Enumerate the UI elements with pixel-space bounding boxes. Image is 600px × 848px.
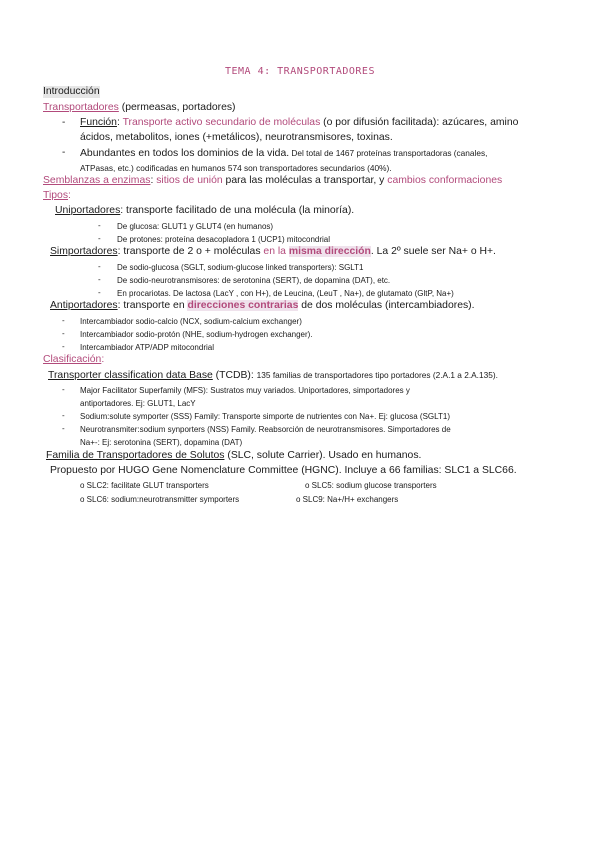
list-item: Sodium:solute symporter (SSS) Family: Transporte simporte de nutrientes con Na+. Ej: glucosa (SGLT1) bbox=[80, 412, 450, 421]
term-clasificacion: Clasificación bbox=[43, 354, 102, 365]
bullet-dash: - bbox=[62, 411, 65, 420]
bullet-dash: - bbox=[62, 117, 66, 128]
uniportadores-rest: : transporte facilitado de una molécula (la minoría). bbox=[120, 205, 355, 216]
abundantes-text: Abundantes en todos los dominios de la vida. bbox=[80, 148, 290, 159]
line-slc bbox=[46, 450, 421, 462]
antiportadores-rest-2: de dos moléculas (intercambiadores). bbox=[298, 300, 475, 311]
line-tipos: Tipos: bbox=[43, 190, 71, 201]
bullet-dash: - bbox=[62, 385, 65, 394]
line-uniportadores bbox=[55, 205, 354, 217]
funcion-highlight: Transporte activo secundario de moléculas bbox=[122, 117, 321, 128]
list-item: Intercambiador ATP/ADP mitocondrial bbox=[80, 343, 214, 352]
semblanzas-mid: para las moléculas a transportar, y bbox=[222, 175, 388, 186]
term-slc: Familia de Transportadores de Solutos bbox=[46, 450, 225, 461]
simportadores-pink: en la bbox=[263, 246, 289, 257]
slc-rest: (SLC, solute Carrier). Usado en humanos. bbox=[224, 450, 422, 461]
line-semblanzas bbox=[43, 175, 502, 187]
transportadores-rest: (permeasas, portadores) bbox=[118, 102, 236, 113]
funcion-rest: (o por difusión facilitada): azúcares, amino bbox=[320, 117, 519, 128]
list-item: Intercambiador sodio-calcio (NCX, sodium-calcium exchanger) bbox=[80, 317, 302, 326]
list-item: De sodio-neurotransmisores: de serotonina (SERT), de dopamina (DAT), etc. bbox=[117, 276, 391, 285]
tcdb-rest-2: (2.A.1 a 2.A.135). bbox=[430, 370, 498, 380]
line-abundantes bbox=[80, 147, 487, 160]
term-simportadores: Simportadores bbox=[50, 246, 118, 257]
simportadores-highlight: misma dirección bbox=[288, 246, 371, 257]
line-clasificacion: Clasificación: bbox=[43, 354, 105, 365]
funcion-colon: : bbox=[116, 117, 123, 128]
tcdb-rest-1: (TCDB): bbox=[212, 370, 257, 381]
term-tipos: Tipos bbox=[43, 190, 69, 201]
list-item-cont: antiportadores. Ej: GLUT1, LacY bbox=[80, 399, 196, 408]
bullet-dash: - bbox=[98, 288, 101, 297]
simportadores-rest-2: . La 2º suele ser Na+ o H+. bbox=[370, 246, 496, 257]
semblanzas-colon: : bbox=[150, 175, 157, 186]
bullet-dash: - bbox=[98, 234, 101, 243]
page-title: TEMA 4: TRANSPORTADORES bbox=[225, 66, 375, 77]
list-item: De protones: proteína desacopladora 1 (UCP1) mitocondrial bbox=[117, 235, 331, 244]
line-funcion bbox=[80, 117, 518, 129]
list-item: o SLC2: facilitate GLUT transporters bbox=[80, 481, 209, 490]
list-item: o SLC9: Na+/H+ exchangers bbox=[296, 495, 399, 504]
term-uniportadores: Uniportadores bbox=[55, 205, 121, 216]
abundantes-small: Del total de 1467 proteínas transportadoras (canales, bbox=[289, 148, 488, 158]
term-funcion: Función bbox=[80, 117, 117, 128]
antiportadores-highlight: direcciones contrarias bbox=[187, 300, 299, 311]
antiportadores-rest-1: : transporte en bbox=[117, 300, 188, 311]
list-item: Neurotransmiter:sodium synporters (NSS) Family. Reabsorción de neurotransmisores. Simportadores de bbox=[80, 425, 451, 434]
term-semblanzas: Semblanzas a enzimas bbox=[43, 175, 151, 186]
bullet-dash: - bbox=[62, 316, 65, 325]
list-item: De glucosa: GLUT1 y GLUT4 (en humanos) bbox=[117, 222, 274, 231]
list-item: Major Facilitator Superfamily (MFS): Sustratos muy variados. Uniportadores, simportadores y bbox=[80, 386, 410, 395]
list-item-cont: Na+-: Ej: serotonina (SERT), dopamina (DAT) bbox=[80, 438, 243, 447]
term-transportadores: Transportadores bbox=[43, 102, 119, 113]
simportadores-rest-1: : transporte de 2 o + moléculas bbox=[117, 246, 264, 257]
list-item: En procariotas. De lactosa (LacY , con H+), de Leucina, (LeuT , Na+), de glutamato (GltP, Na+) bbox=[117, 289, 454, 298]
section-introduccion: Introducción bbox=[43, 86, 100, 97]
bullet-dash: - bbox=[98, 275, 101, 284]
bullet-dash: - bbox=[98, 221, 101, 230]
list-item: o SLC5: sodium glucose transporters bbox=[305, 481, 437, 490]
list-item: Intercambiador sodio-protón (NHE, sodium-hydrogen exchanger). bbox=[80, 330, 313, 339]
line-funcion-cont: ácidos, metabolitos, iones (+metálicos), neurotransmisores, toxinas. bbox=[80, 132, 393, 143]
bullet-dash: - bbox=[62, 342, 65, 351]
line-antiportadores bbox=[50, 300, 475, 312]
line-simportadores bbox=[50, 246, 496, 258]
bullet-dash: - bbox=[62, 329, 65, 338]
term-tcdb: Transporter classification data Base bbox=[48, 370, 213, 381]
line-transportadores bbox=[43, 102, 236, 114]
semblanzas-highlight-1: sitios de unión bbox=[156, 175, 223, 186]
bullet-dash: - bbox=[62, 424, 65, 433]
line-tcdb bbox=[48, 369, 498, 382]
semblanzas-highlight-2: cambios conformaciones bbox=[387, 175, 503, 186]
line-hugo: Propuesto por HUGO Gene Nomenclature Committee (HGNC). Incluye a 66 familias: SLC1 a SLC66. bbox=[50, 465, 517, 476]
bullet-dash: - bbox=[62, 147, 66, 158]
tcdb-small: 135 familias de transportadores tipo portadores bbox=[256, 370, 431, 380]
bullet-dash: - bbox=[98, 262, 101, 271]
list-item: o SLC6: sodium:neurotransmitter symporters bbox=[80, 495, 240, 504]
list-item: De sodio-glucosa (SGLT, sodium-glucose linked transporters): SGLT1 bbox=[117, 263, 364, 272]
line-abundantes-cont: ATPasas, etc.) codificadas en humanos 574 son transportadores secundarios (40%). bbox=[80, 163, 392, 173]
term-antiportadores: Antiportadores bbox=[50, 300, 118, 311]
